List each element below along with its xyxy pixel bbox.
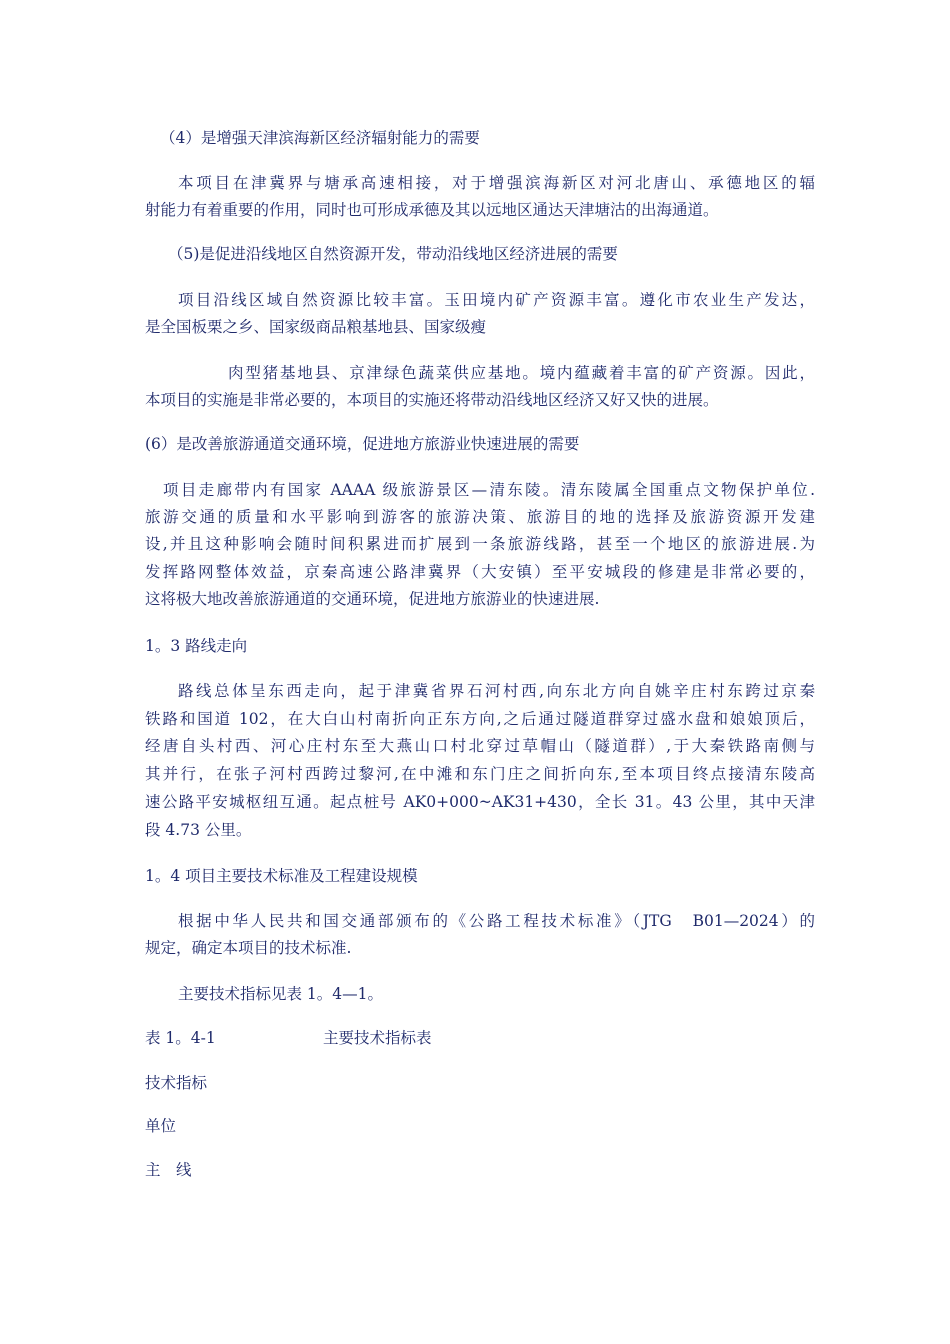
heading-1-3: 1。3 路线走向	[145, 637, 248, 655]
para-5a-line-1: 项目沿线区域自然资源比较丰富。玉田境内矿产资源丰富。遵化市农业生产发达，	[178, 291, 815, 309]
para-14-line-2: 规定，确定本项目的技术标准.	[145, 939, 352, 957]
para-6-line-2: 旅游交通的质量和水平影响到游客的旅游决策、旅游目的地的选择及旅游资源开发建	[145, 508, 815, 526]
para-13-line-5: 速公路平安城枢纽互通。起点桩号 AK0+000~AK31+430，全长 31。43 公里，其中天津	[145, 793, 815, 811]
para-6-line-3: 设,并且这种影响会随时间积累进而扩展到一条旅游线路，甚至一个地区的旅游进展.为	[145, 535, 815, 553]
table-caption-number: 表 1。4-1	[145, 1029, 216, 1047]
para-13-line-2: 铁路和国道 102，在大白山村南折向正东方向,之后通过隧道群穿过盛水盘和娘娘顶后，	[145, 710, 815, 728]
para-6-line-1: 项目走廊带内有国家 AAAA 级旅游景区—清东陵。清东陵属全国重点文物保护单位.	[163, 481, 815, 499]
table-col-mainline: 主 线	[145, 1161, 192, 1179]
para-14b: 主要技术指标见表 1。4—1。	[178, 985, 384, 1003]
heading-1-4: 1。4 项目主要技术标准及工程建设规模	[145, 867, 418, 885]
para-4-line-1: 本项目在津冀界与塘承高速相接，对于增强滨海新区对河北唐山、承德地区的辐	[178, 174, 815, 192]
heading-6: (6）是改善旅游通道交通环境，促进地方旅游业快速进展的需要	[145, 435, 580, 453]
para-5b-line-2: 本项目的实施是非常必要的，本项目的实施还将带动沿线地区经济又好又快的进展。	[145, 391, 719, 409]
para-13-line-6: 段 4.73 公里。	[145, 821, 252, 839]
para-5a-line-2: 是全国板栗之乡、国家级商品粮基地县、国家级瘦	[145, 318, 487, 336]
para-6-line-4: 发挥路网整体效益，京秦高速公路津冀界（大安镇）至平安城段的修建是非常必要的，	[145, 563, 815, 581]
para-13-line-1: 路线总体呈东西走向，起于津冀省界石河村西,向东北方向自姚辛庄村东跨过京秦	[178, 682, 815, 700]
table-caption	[145, 1028, 815, 1048]
table-col-indicator: 技术指标	[145, 1074, 208, 1092]
para-14-line-1: 根据中华人民共和国交通部颁布的《公路工程技术标准》（JTG B01—2024）的	[178, 912, 815, 930]
heading-5: （5)是促进沿线地区自然资源开发，带动沿线地区经济进展的需要	[168, 245, 618, 263]
para-13-line-4: 其并行，在张子河村西跨过黎河,在中滩和东门庄之间折向东,至本项目终点接清东陵高	[145, 765, 815, 783]
table-col-unit: 单位	[145, 1117, 177, 1135]
para-4-line-2: 射能力有着重要的作用，同时也可形成承德及其以远地区通达天津塘沽的出海通道。	[145, 201, 719, 219]
para-6-line-5: 这将极大地改善旅游通道的交通环境，促进地方旅游业的快速进展.	[145, 590, 600, 608]
heading-4: （4）是增强天津滨海新区经济辐射能力的需要	[160, 129, 480, 147]
table-caption-title: 主要技术指标表	[323, 1029, 432, 1047]
para-5b-line-1: 肉型猪基地县、京津绿色蔬菜供应基地。境内蕴藏着丰富的矿产资源。因此，	[228, 364, 815, 382]
para-13-line-3: 经唐自头村西、河心庄村东至大燕山口村北穿过草帽山（隧道群）,于大秦铁路南侧与	[145, 737, 815, 755]
